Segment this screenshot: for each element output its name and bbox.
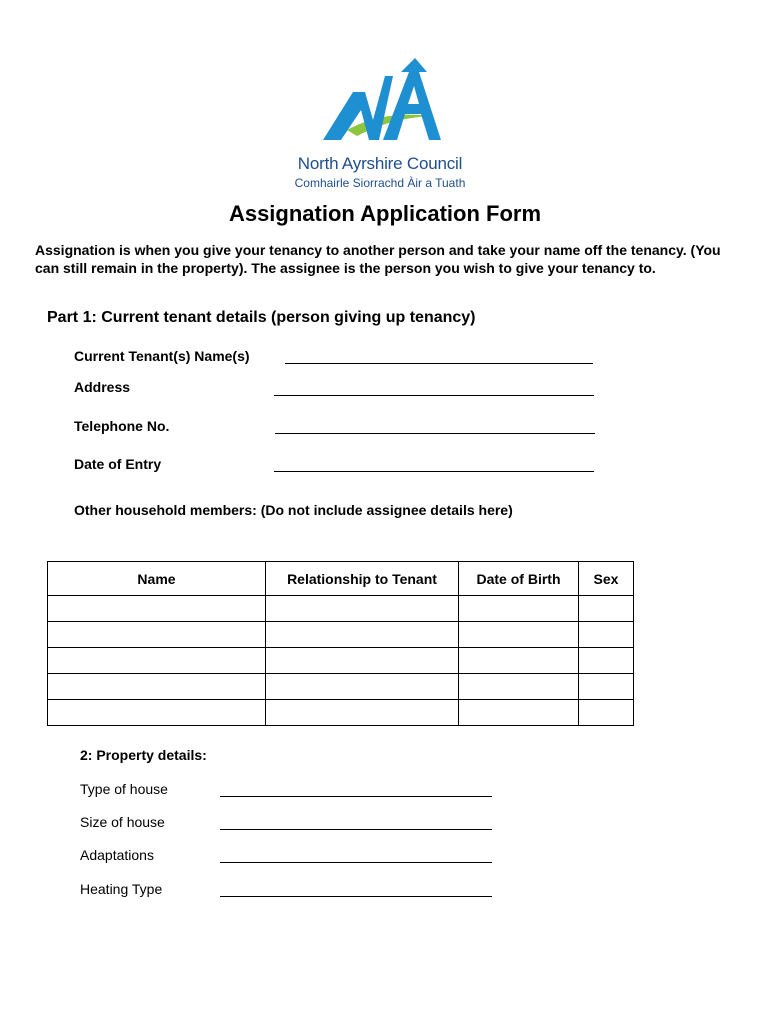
table-row [48,674,634,700]
table-cell[interactable] [266,674,459,700]
table-cell[interactable] [579,622,634,648]
council-logo [285,58,475,196]
size-of-house-field[interactable] [220,809,492,830]
heating-type-field[interactable] [220,876,492,897]
tenant-names-field[interactable] [285,343,593,364]
table-cell[interactable] [48,622,266,648]
tenant-names-label: Current Tenant(s) Name(s) [74,348,250,364]
size-of-house-label: Size of house [80,814,165,830]
intro-text: Assignation is when you give your tenancy to another person and take your name off the tenancy. (You can still remain in the property). The assignee is the person you wish to give your tenancy to. [35,242,721,276]
table-cell[interactable] [459,596,579,622]
household-members-table [47,561,634,726]
household-members-label: Other household members: (Do not include assignee details here) [74,502,513,518]
table-cell[interactable] [579,596,634,622]
org-name-english: North Ayrshire Council [297,154,463,173]
type-of-house-field[interactable] [220,776,492,797]
table-cell[interactable] [266,648,459,674]
table-cell[interactable] [48,700,266,726]
table-cell[interactable] [459,648,579,674]
column-header-sex: Sex [579,562,634,596]
table-cell[interactable] [459,622,579,648]
part1-heading: Part 1: Current tenant details (person giving up tenancy) [47,309,476,326]
table-row [48,596,634,622]
table-row [48,648,634,674]
table-cell[interactable] [579,674,634,700]
column-header-date-of-birth: Date of Birth [459,562,579,596]
adaptations-label: Adaptations [80,847,154,863]
table-cell[interactable] [579,648,634,674]
table-cell[interactable] [459,674,579,700]
north-ayrshire-logo-icon [313,58,447,150]
table-cell[interactable] [579,700,634,726]
table-cell[interactable] [266,596,459,622]
date-of-entry-label: Date of Entry [74,456,162,472]
column-header-relationship: Relationship to Tenant [266,562,459,596]
table-cell[interactable] [48,596,266,622]
column-header-name: Name [48,562,266,596]
address-label: Address [74,379,131,395]
address-field[interactable] [274,375,594,396]
table-cell[interactable] [48,674,266,700]
table-cell[interactable] [459,700,579,726]
table-row [48,622,634,648]
table-cell[interactable] [266,700,459,726]
date-of-entry-field[interactable] [274,451,594,472]
form-title: Assignation Application Form [228,201,542,226]
table-cell[interactable] [266,622,459,648]
telephone-label: Telephone No. [74,418,170,434]
table-row [48,700,634,726]
org-name-gaelic: Comhairle Siorrachd Àir a Tuath [294,176,466,190]
part2-heading: 2: Property details: [80,747,207,763]
type-of-house-label: Type of house [80,781,168,797]
adaptations-field[interactable] [220,842,492,863]
table-header-row [48,562,634,596]
telephone-field[interactable] [275,413,595,434]
heating-type-label: Heating Type [80,881,163,897]
table-cell[interactable] [48,648,266,674]
